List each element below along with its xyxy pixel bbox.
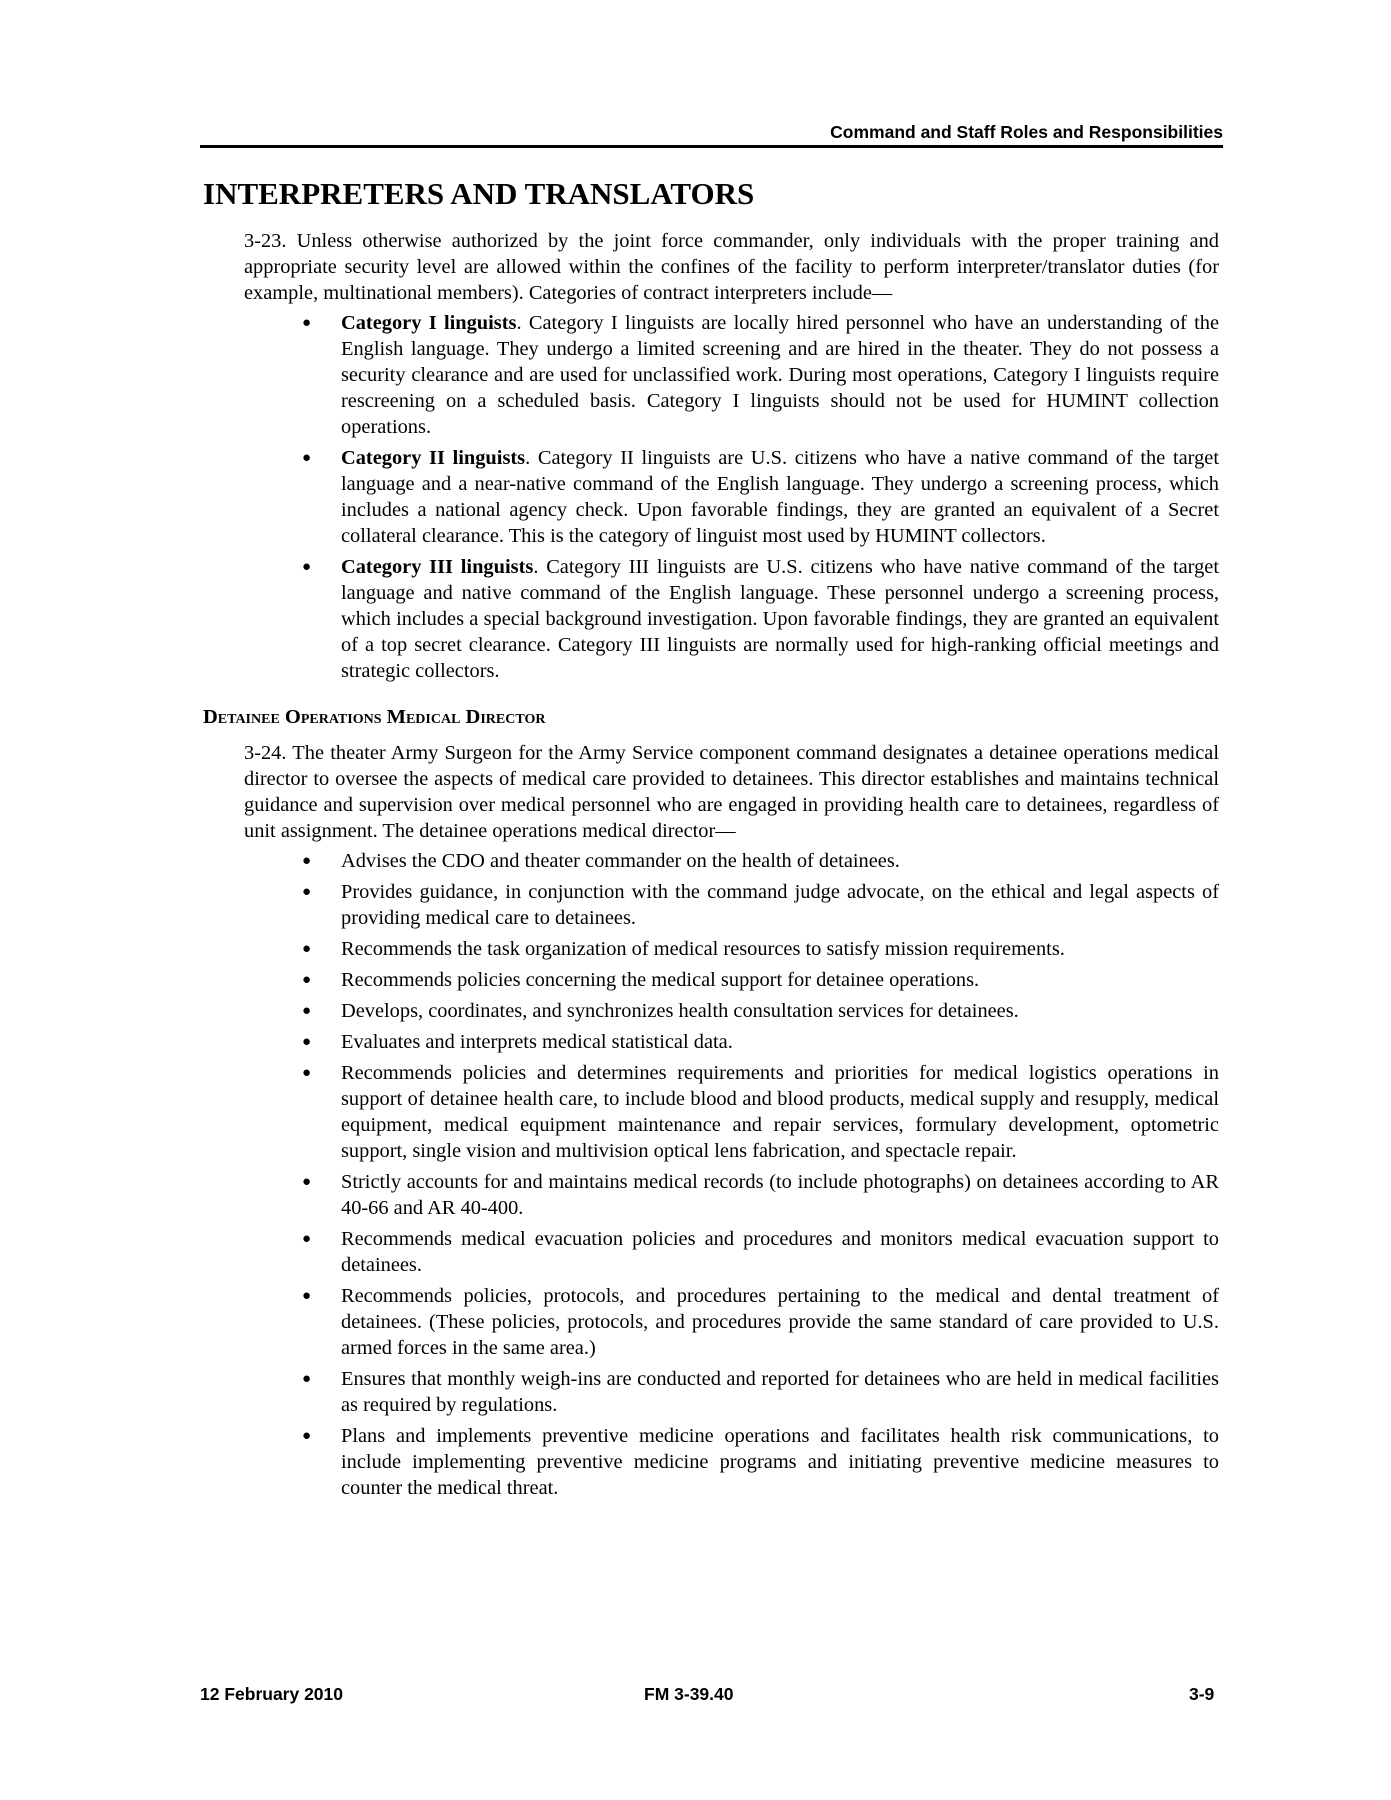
list-item (244, 936, 1219, 962)
list-item (244, 554, 1219, 684)
bullet-icon: ● (302, 1034, 312, 1050)
bullet-text: Ensures that monthly weigh-ins are conducted and reported for detainees who are held in medical facilities as required by regulations. (341, 1368, 1219, 1416)
bullet-icon: ● (302, 559, 312, 575)
bullet-text: Recommends policies concerning the medical support for detainee operations. (341, 969, 980, 991)
bullet-text: Recommends the task organization of medical resources to satisfy mission requirements. (341, 938, 1065, 960)
bullet-icon: ● (302, 1371, 312, 1387)
list-item (244, 1060, 1219, 1164)
bullet-icon: ● (302, 884, 312, 900)
bullet-icon: ● (302, 315, 312, 331)
footer-page-number: 3-9 (1189, 1684, 1215, 1704)
list-item (244, 1366, 1219, 1418)
list-item (244, 848, 1219, 874)
bullet-term: Category III linguists (341, 556, 534, 578)
list-item (244, 998, 1219, 1024)
bullet-icon: ● (302, 1428, 312, 1444)
running-header: Command and Staff Roles and Responsibilities (830, 122, 1223, 142)
bullet-text: Plans and implements preventive medicine operations and facilitates health risk communications, to include implementing preventive medicine programs and initiating preventive medicine measures to counter the medical threat. (341, 1425, 1219, 1499)
bullet-icon: ● (302, 1174, 312, 1190)
bullet-icon: ● (302, 1231, 312, 1247)
header-rule (200, 145, 1223, 148)
paragraph-3-23: 3-23. Unless otherwise authorized by the joint force commander, only individuals with the proper training and appropriate security level are allowed within the confines of the facility to perform interpreter/translator duties (for example, multinational members). Categories of contract interpreters include— (244, 230, 1219, 304)
list-item (244, 1423, 1219, 1501)
bullet-text: . Category I linguists are locally hired personnel who have an understanding of the English language. They undergo a limited screening and are hired in the theater. They do not possess a security clearance and are used for unclassified work. During most operations, Category I linguists require rescreening on a scheduled basis. Category I linguists should not be used for HUMINT collection operations. (341, 312, 1220, 438)
bullet-icon: ● (302, 972, 312, 988)
bullet-text: Recommends policies, protocols, and procedures pertaining to the medical and dental treatment of detainees. (These policies, protocols, and procedures provide the same standard of care provided to U.S. armed forces in the same area.) (341, 1285, 1219, 1359)
bullet-icon: ● (302, 450, 312, 466)
bullet-icon: ● (302, 1288, 312, 1304)
list-item (244, 879, 1219, 931)
bullet-term: Category I linguists (341, 312, 517, 334)
bullet-text: Provides guidance, in conjunction with the command judge advocate, on the ethical and legal aspects of providing medical care to detainees. (341, 881, 1219, 929)
list-item (244, 1029, 1219, 1055)
list-item (244, 445, 1219, 549)
bullet-text: . Category II linguists are U.S. citizens who have a native command of the target language and a near-native command of the English language. They undergo a screening process, which includes a national agency check. Upon favorable findings, they are granted an equivalent of a Secret collateral clearance. This is the category of linguist most used by HUMINT collectors. (341, 447, 1219, 547)
subsection-title: Detainee Operations Medical Director (203, 706, 546, 728)
list-item (244, 967, 1219, 993)
bullet-text: . Category III linguists are U.S. citizens who have native command of the target language and native command of the English language. These personnel undergo a screening process, which includes a special background investigation. Upon favorable findings, they are granted an equivalent of a top secret clearance. Category III linguists are normally used for high-ranking official meetings and strategic collectors. (341, 556, 1220, 682)
bullet-term: Category II linguists (341, 447, 526, 469)
bullet-text: Advises the CDO and theater commander on the health of detainees. (341, 850, 900, 872)
list-item (244, 1226, 1219, 1278)
footer-publication: FM 3-39.40 (644, 1684, 734, 1704)
bullet-icon: ● (302, 1003, 312, 1019)
paragraph-3-24: 3-24. The theater Army Surgeon for the Army Service component command designates a detainee operations medical director to oversee the aspects of medical care provided to detainees. This director establishes and maintains technical guidance and supervision over medical personnel who are engaged in providing health care to detainees, regardless of unit assignment. The detainee operations medical director— (244, 742, 1219, 842)
bullet-text: Recommends policies and determines requirements and priorities for medical logistics operations in support of detainee health care, to include blood and blood products, medical supply and resupply, medical equipment, medical equipment maintenance and repair services, formulary development, optometric support, single vision and multivision optical lens fabrication, and spectacle repair. (341, 1062, 1219, 1162)
bullet-text: Recommends medical evacuation policies and procedures and monitors medical evacuation support to detainees. (341, 1228, 1219, 1276)
list-item (244, 1169, 1219, 1221)
bullet-text: Evaluates and interprets medical statistical data. (341, 1031, 733, 1053)
footer-date: 12 February 2010 (200, 1684, 344, 1704)
bullet-icon: ● (302, 941, 312, 957)
bullet-text: Strictly accounts for and maintains medical records (to include photographs) on detainees according to AR 40-66 and AR 40-400. (341, 1171, 1219, 1219)
list-item (244, 310, 1219, 440)
page-body (203, 228, 1220, 1506)
medical-director-duties-list (244, 848, 1219, 1501)
list-item (244, 1283, 1219, 1361)
bullet-text: Develops, coordinates, and synchronizes health consultation services for detainees. (341, 1000, 1019, 1022)
bullet-icon: ● (302, 1065, 312, 1081)
section-title: INTERPRETERS AND TRANSLATORS (203, 176, 755, 211)
linguist-categories-list (244, 310, 1219, 684)
bullet-icon: ● (302, 853, 312, 869)
